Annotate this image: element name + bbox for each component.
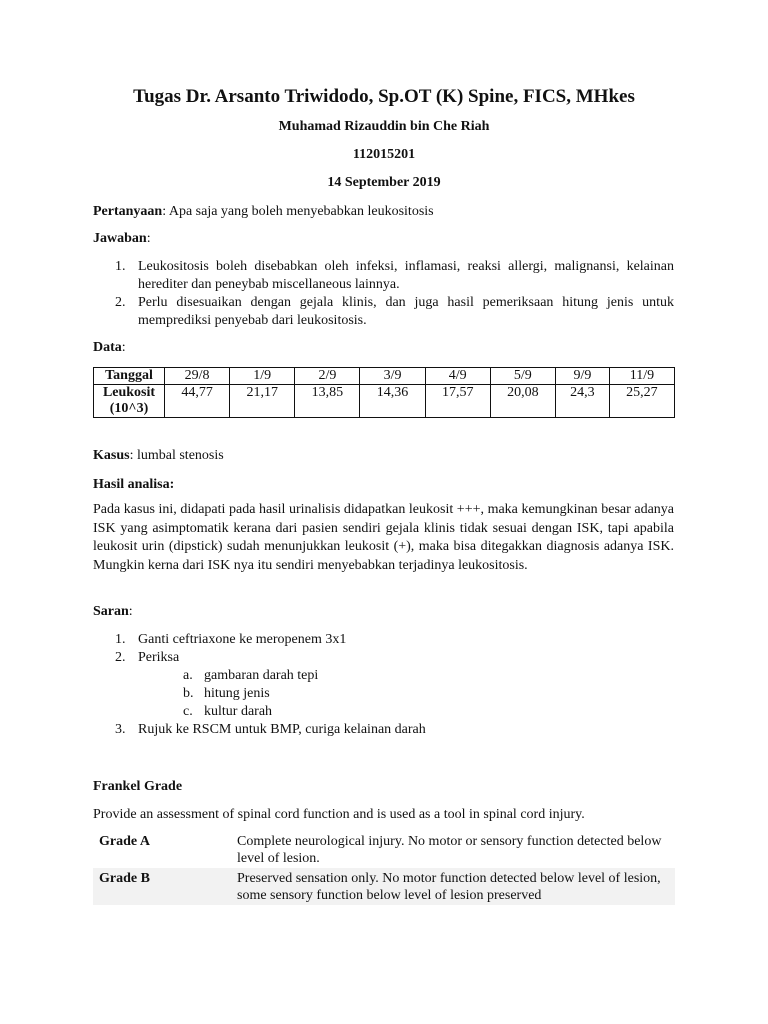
- table-row: [94, 368, 675, 385]
- table-header-cell: Tanggal: [94, 368, 165, 385]
- hasil-paragraph: Pada kasus ini, didapati pada hasil urinalisis didapatkan leukosit +++, maka kemungkinan besar adanya ISK yang asimptomatik kerana dari pasien sendiri gejala klinis tidak sesuai dengan ISK, tapi apabila leukosit urin (dipstick) sudah menunjukkan leukosit (+), maka bisa ditegakkan diagnosis adanya ISK. Mungkin kerna dari ISK nya itu sendiri menyebabkan terjadinya leukositosis.: [93, 502, 674, 573]
- table-cell: 21,17: [230, 385, 295, 418]
- table-cell: 5/9: [490, 368, 555, 385]
- frankel-table: [93, 831, 675, 905]
- saran-label: Saran: [93, 604, 129, 619]
- list-item: [93, 294, 674, 330]
- grade-label: Grade A: [99, 834, 150, 849]
- sub-list-letter: a.: [183, 668, 193, 683]
- header-line: (10^3): [109, 401, 149, 416]
- question-text: : Apa saja yang boleh menyebabkan leukositosis: [162, 204, 434, 219]
- sub-list: [138, 667, 674, 721]
- sub-list-item: [138, 667, 674, 685]
- table-cell: 13,85: [295, 385, 360, 418]
- table-row: [93, 868, 675, 905]
- frankel-title: Frankel Grade: [93, 779, 183, 794]
- list-item: [93, 631, 674, 649]
- hasil-heading: Hasil analisa:: [93, 477, 175, 492]
- grade-description: Preserved sensation only. No motor function detected below level of lesion, some sensory function below level of lesion preserved: [231, 868, 675, 905]
- table-cell: 4/9: [425, 368, 490, 385]
- table-cell: 9/9: [555, 368, 609, 385]
- list-text: Periksa: [138, 650, 180, 665]
- list-number: 1.: [115, 259, 126, 274]
- student-id: 112015201: [352, 147, 416, 162]
- data-colon: :: [121, 340, 126, 355]
- list-item: [93, 649, 674, 721]
- leukocyte-table: [93, 367, 675, 418]
- table-cell: 24,3: [555, 385, 609, 418]
- author-name: Muhamad Rizauddin bin Che Riah: [278, 119, 490, 134]
- saran-list: [93, 631, 674, 739]
- document-title: Tugas Dr. Arsanto Triwidodo, Sp.OT (K) Spine, FICS, MHkes: [133, 86, 635, 107]
- list-number: 3.: [115, 722, 126, 737]
- saran-heading: [93, 603, 133, 621]
- sub-list-item: [138, 685, 674, 703]
- frankel-intro: Provide an assessment of spinal cord function and is used as a tool in spinal cord injury.: [93, 807, 585, 822]
- grade-label: Grade B: [93, 868, 231, 905]
- answer-label: Jawaban: [93, 231, 147, 246]
- sub-list-item: [138, 703, 674, 721]
- table-cell: 3/9: [360, 368, 425, 385]
- table-header-cell: [94, 385, 165, 418]
- data-label: Data: [93, 340, 122, 355]
- data-heading: [93, 339, 126, 357]
- table-cell: 14,36: [360, 385, 425, 418]
- table-cell: 20,08: [490, 385, 555, 418]
- sub-list-letter: b.: [183, 686, 194, 701]
- table-cell: 17,57: [425, 385, 490, 418]
- answer-list: [93, 258, 674, 330]
- list-text: Perlu disesuaikan dengan gejala klinis, dan juga hasil pemeriksaan hitung jenis untuk memprediksi penyebab dari leukositosis.: [138, 295, 674, 328]
- document-date: 14 September 2019: [327, 175, 441, 190]
- list-number: 2.: [115, 650, 126, 665]
- kasus-line: [93, 447, 224, 465]
- answer-heading: [93, 230, 151, 248]
- question-label: Pertanyaan: [93, 204, 163, 219]
- answer-colon: :: [146, 231, 151, 246]
- sub-list-text: gambaran darah tepi: [204, 668, 319, 683]
- list-text: Rujuk ke RSCM untuk BMP, curiga kelainan darah: [138, 722, 426, 737]
- sub-list-text: hitung jenis: [204, 686, 270, 701]
- sub-list-letter: c.: [183, 704, 193, 719]
- list-text: Leukositosis boleh disebabkan oleh infeksi, inflamasi, reaksi allergi, malignansi, kelainan herediter dan peneybab miscellaneous lainnya.: [138, 259, 674, 292]
- table-cell: 29/8: [165, 368, 230, 385]
- table-row: [93, 831, 675, 868]
- list-number: 1.: [115, 632, 126, 647]
- kasus-label: Kasus: [93, 448, 130, 463]
- saran-colon: :: [128, 604, 133, 619]
- table-cell: 2/9: [295, 368, 360, 385]
- kasus-text: : lumbal stenosis: [129, 448, 224, 463]
- header-line: Leukosit: [102, 385, 156, 400]
- table-row: [94, 385, 675, 418]
- list-number: 2.: [115, 295, 126, 310]
- question-line: [93, 203, 434, 221]
- table-cell: 25,27: [609, 385, 674, 418]
- sub-list-text: kultur darah: [204, 704, 273, 719]
- list-item: [93, 721, 674, 739]
- table-cell: 1/9: [230, 368, 295, 385]
- grade-description: Complete neurological injury. No motor or sensory function detected below level of lesion.: [237, 834, 662, 866]
- table-cell: 44,77: [165, 385, 230, 418]
- list-item: [93, 258, 674, 294]
- list-text: Ganti ceftriaxone ke meropenem 3x1: [138, 632, 347, 647]
- table-cell: 11/9: [609, 368, 674, 385]
